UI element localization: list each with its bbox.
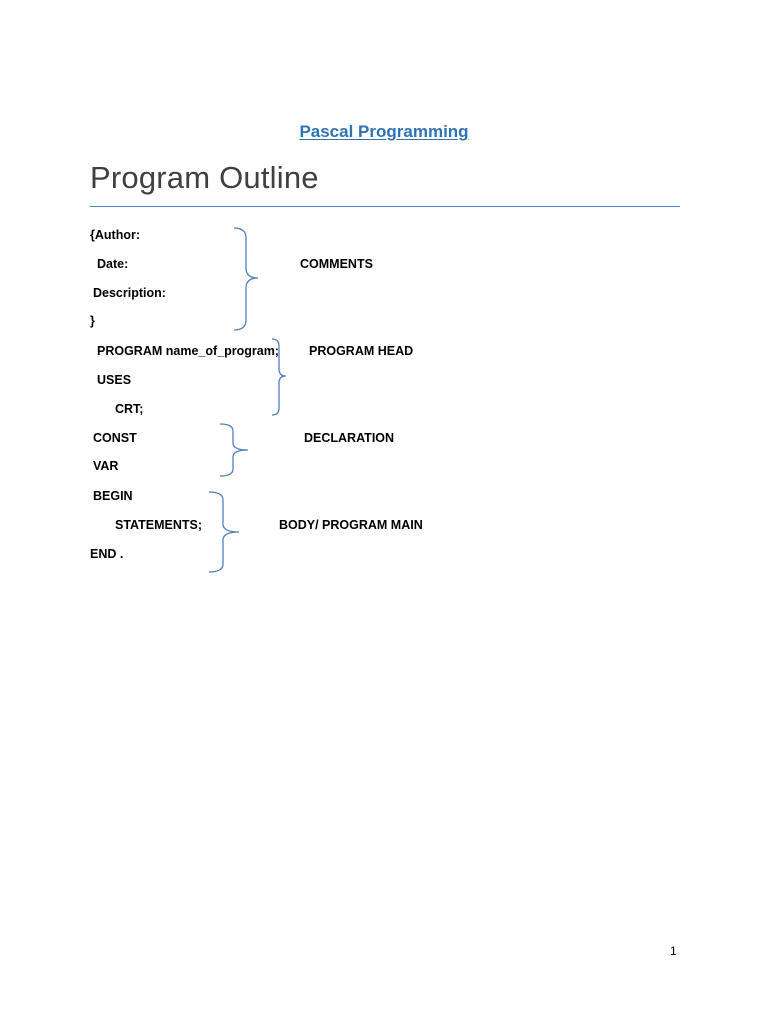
code-line-const: CONST [93, 431, 137, 445]
program-head-label: PROGRAM HEAD [309, 344, 414, 358]
comments-brace-icon [232, 226, 264, 332]
page-number: 1 [670, 944, 677, 958]
code-line-begin: BEGIN [93, 489, 133, 503]
page-title: Program Outline [90, 160, 319, 195]
code-line-uses: USES [97, 373, 132, 387]
code-line-program: PROGRAM name_of_program; [97, 344, 279, 358]
code-line-description: Description: [93, 286, 166, 300]
title-divider [90, 206, 680, 207]
body-brace-icon [207, 490, 245, 574]
document-header: Pascal Programming [299, 122, 469, 141]
code-line-statements: STATEMENTS; [115, 518, 203, 532]
code-line-close-comment: } [90, 314, 95, 328]
declaration-brace-icon [218, 423, 252, 477]
comments-label: COMMENTS [300, 257, 373, 271]
code-line-crt: CRT; [115, 402, 144, 416]
declaration-label: DECLARATION [304, 431, 395, 445]
code-line-var: VAR [93, 459, 119, 473]
program-head-brace-icon [270, 338, 290, 416]
body-label: BODY/ PROGRAM MAIN [279, 518, 423, 532]
code-line-date: Date: [97, 257, 129, 271]
code-line-author: {Author: [90, 228, 140, 242]
code-line-end: END . [90, 547, 124, 561]
